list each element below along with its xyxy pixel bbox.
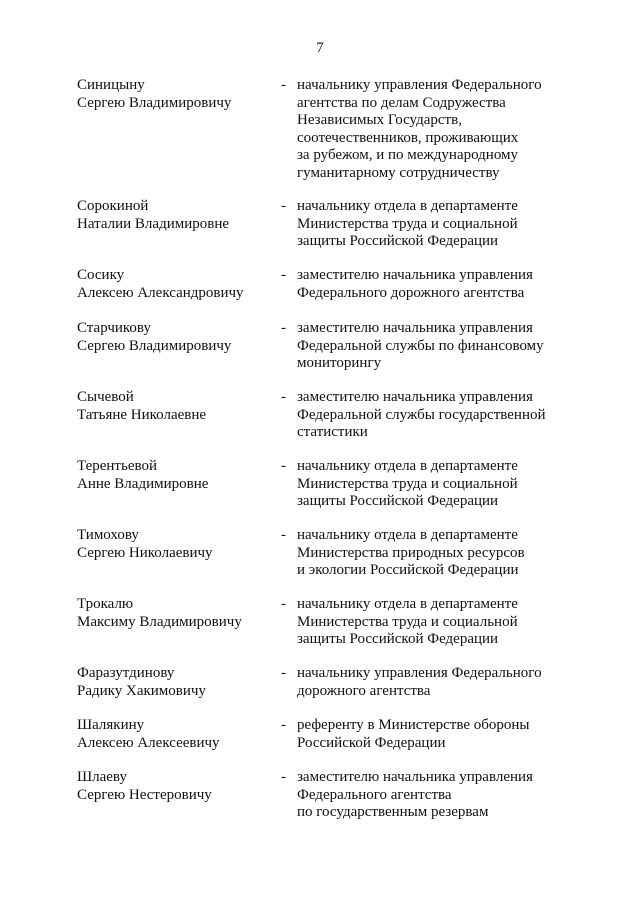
position-title <box>297 717 597 752</box>
page-number: 7 <box>316 40 324 56</box>
position-line: начальнику отдела в департаменте <box>297 596 518 612</box>
name-line: Анне Владимировне <box>77 475 209 492</box>
dash-separator: - <box>281 717 286 733</box>
position-line: соотечественников, проживающих <box>297 129 519 146</box>
position-line: Министерства труда и социальной <box>297 613 518 630</box>
position-title <box>297 527 597 580</box>
person-name <box>77 717 277 752</box>
position-line: дорожного агентства <box>297 682 431 699</box>
name-line: Сычевой <box>77 389 134 405</box>
person-name <box>77 198 277 233</box>
position-line: Министерства природных ресурсов <box>297 544 525 561</box>
position-line: Федерального дорожного агентства <box>297 284 525 301</box>
person-name <box>77 596 277 631</box>
person-name <box>77 458 277 493</box>
dash-separator: - <box>281 527 286 543</box>
dash-separator: - <box>281 769 286 785</box>
name-line: Шалякину <box>77 717 145 733</box>
position-line: Федеральной службы государственной <box>297 406 546 423</box>
position-line: заместителю начальника управления <box>297 320 533 336</box>
position-line: Федерального агентства <box>297 786 452 803</box>
position-title <box>297 458 597 511</box>
position-title <box>297 267 597 302</box>
name-line: Трокалю <box>77 596 134 612</box>
dash-separator: - <box>281 320 286 336</box>
position-line: начальнику отдела в департаменте <box>297 527 518 543</box>
position-title <box>297 389 597 442</box>
position-title <box>297 77 597 182</box>
position-line: гуманитарному сотрудничеству <box>297 164 500 181</box>
position-title <box>297 320 597 373</box>
dash-separator: - <box>281 198 286 214</box>
dash-separator: - <box>281 665 286 681</box>
position-line: Независимых Государств, <box>297 112 462 128</box>
position-line: начальнику управления Федерального <box>297 77 542 93</box>
person-name <box>77 389 277 424</box>
position-line: начальнику отдела в департаменте <box>297 198 518 214</box>
position-line: по государственным резервам <box>297 804 489 820</box>
name-line: Сосику <box>77 267 125 283</box>
position-line: мониторингу <box>297 355 382 371</box>
position-line: Российской Федерации <box>297 734 446 751</box>
name-line: Сорокиной <box>77 198 149 214</box>
name-line: Терентьевой <box>77 458 157 474</box>
position-line: агентства по делам Содружества <box>297 94 506 111</box>
name-line: Сергею Владимировичу <box>77 337 232 354</box>
name-line: Старчикову <box>77 320 151 336</box>
position-line: Министерства труда и социальной <box>297 475 518 492</box>
name-line: Шлаеву <box>77 769 128 785</box>
person-name <box>77 267 277 302</box>
name-line: Алексею Александровичу <box>77 284 244 301</box>
position-title <box>297 769 597 822</box>
dash-separator: - <box>281 458 286 474</box>
position-line: и экологии Российской Федерации <box>297 562 519 578</box>
dash-separator: - <box>281 389 286 405</box>
position-title <box>297 596 597 649</box>
name-line: Наталии Владимировне <box>77 215 230 232</box>
dash-separator: - <box>281 596 286 612</box>
name-line: Тимохову <box>77 527 139 543</box>
dash-separator: - <box>281 267 286 283</box>
position-title <box>297 198 597 251</box>
name-line: Сергею Николаевичу <box>77 544 213 561</box>
position-line: заместителю начальника управления <box>297 389 533 405</box>
position-line: Министерства труда и социальной <box>297 215 518 232</box>
person-name <box>77 769 277 804</box>
name-line: Фаразутдинову <box>77 665 175 681</box>
name-line: Алексею Алексеевичу <box>77 734 220 751</box>
name-line: Радику Хакимовичу <box>77 682 206 699</box>
dash-separator: - <box>281 77 286 93</box>
position-title <box>297 665 597 700</box>
name-line: Татьяне Николаевне <box>77 406 207 423</box>
name-line: Сергею Владимировичу <box>77 94 232 111</box>
name-line: Сергею Нестеровичу <box>77 786 212 803</box>
name-line: Синицыну <box>77 77 145 93</box>
position-line: заместителю начальника управления <box>297 267 533 283</box>
position-line: защиты Российской Федерации <box>297 233 499 249</box>
position-line: защиты Российской Федерации <box>297 493 499 509</box>
position-line: защиты Российской Федерации <box>297 631 499 647</box>
position-line: Федеральной службы по финансовому <box>297 337 544 354</box>
position-line: начальнику отдела в департаменте <box>297 458 518 474</box>
person-name <box>77 527 277 562</box>
person-name <box>77 665 277 700</box>
position-line: референту в Министерстве обороны <box>297 717 530 733</box>
position-line: статистики <box>297 424 368 440</box>
person-name <box>77 77 277 112</box>
position-line: начальнику управления Федерального <box>297 665 542 681</box>
position-line: за рубежом, и по международному <box>297 147 519 163</box>
name-line: Максиму Владимировичу <box>77 613 242 630</box>
person-name <box>77 320 277 355</box>
position-line: заместителю начальника управления <box>297 769 533 785</box>
